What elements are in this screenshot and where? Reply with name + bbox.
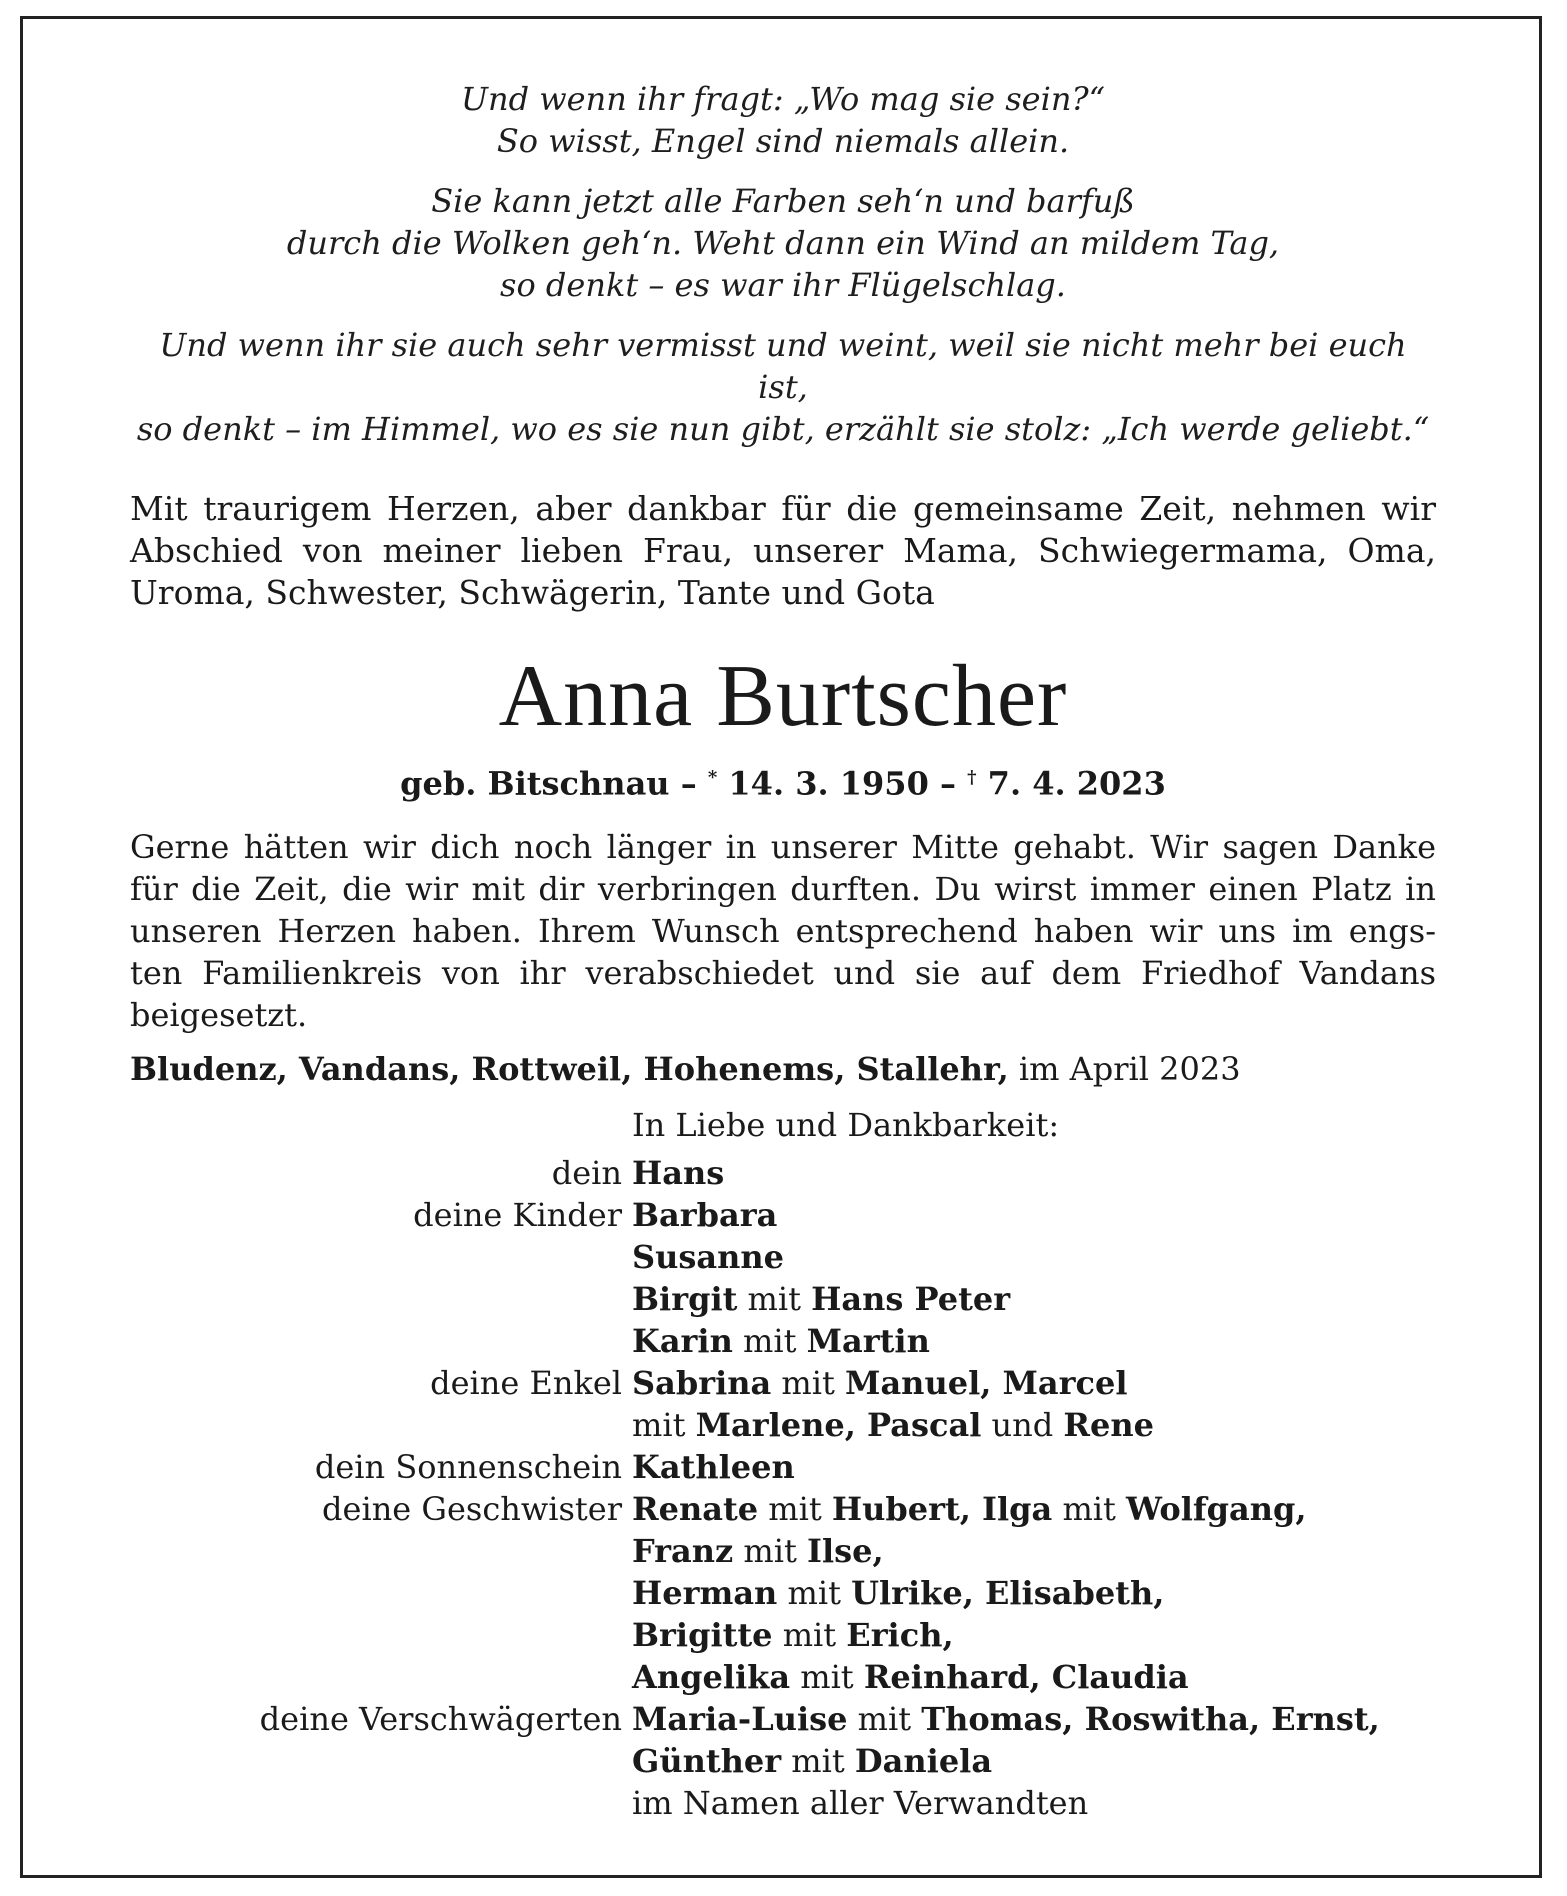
signer-name: Daniela	[854, 1741, 993, 1780]
message-line: Gerne hätten wir dich noch länger in unserer Mitte gehabt. Wir sagen Danke	[130, 827, 1436, 866]
signer-row	[130, 1614, 1436, 1656]
signer-row	[130, 1404, 1436, 1446]
birth-symbol: *	[707, 767, 718, 788]
poem-line: Und wenn ihr fragt: „Wo mag sie sein?“	[461, 80, 1105, 118]
signer-name: Barbara	[632, 1195, 778, 1234]
signer-row	[130, 1488, 1436, 1530]
signer-row	[130, 1782, 1436, 1824]
poem-line: so denkt – es war ihr Flügelschlag.	[500, 266, 1066, 304]
connector-text: mit	[771, 1363, 846, 1402]
connector-text: mit	[737, 1279, 812, 1318]
signer-name: Hans	[632, 1153, 725, 1192]
signer-name: Susanne	[632, 1237, 785, 1276]
connector-text: mit	[847, 1699, 922, 1738]
deceased-name: Anna Burtscher	[498, 648, 1068, 745]
relation-label: deine Kinder	[413, 1195, 622, 1234]
poem-line: Und wenn ihr sie auch sehr vermisst und weint, weil sie nicht mehr bei euch ist,	[159, 326, 1407, 406]
signer-name: Manuel, Marcel	[845, 1363, 1128, 1402]
signer-name: Herman	[632, 1573, 778, 1612]
signer-name: Franz	[632, 1531, 734, 1570]
signer-row	[130, 1656, 1436, 1698]
connector-text: mit	[733, 1531, 807, 1570]
relation-label	[130, 1782, 632, 1824]
signer-row	[130, 1236, 1436, 1278]
poem-stanza-2	[130, 180, 1436, 306]
signer-names	[632, 1278, 1436, 1320]
signer-names	[632, 1656, 1436, 1698]
relation-label	[130, 1656, 632, 1698]
signer-name: Ulrike, Elisabeth,	[851, 1573, 1165, 1612]
signer-names	[632, 1152, 1436, 1194]
relation-label	[130, 1404, 632, 1446]
signer-row	[130, 1152, 1436, 1194]
place-and-date	[130, 1048, 1436, 1090]
connector-text: mit	[777, 1573, 852, 1612]
signer-name: Hans Peter	[811, 1279, 1011, 1318]
relation-label	[130, 1740, 632, 1782]
death-date: 7. 4. 2023	[987, 764, 1166, 803]
notice-date: im April 2023	[1008, 1049, 1241, 1088]
relation-label	[130, 1572, 632, 1614]
signer-name: Wolfgang,	[1126, 1489, 1307, 1528]
death-symbol: †	[967, 767, 977, 788]
signer-name: Brigitte	[632, 1615, 773, 1654]
signer-row	[130, 1362, 1436, 1404]
poem-line: Sie kann jetzt alle Farben seh‘n und barfuß	[431, 182, 1135, 220]
obituary-notice	[130, 78, 1436, 1824]
signer-row	[130, 1278, 1436, 1320]
connector-text: mit	[732, 1321, 807, 1360]
intro-line: Uroma, Schwester, Schwägerin, Tante und Gota	[130, 573, 935, 612]
intro-line: Abschied von meiner lieben Frau, unserer Mama, Schwiegermama, Oma,	[130, 531, 1436, 570]
connector-text: mit	[790, 1657, 864, 1696]
signer-name: Thomas, Roswitha, Ernst,	[921, 1699, 1380, 1738]
connector-text: mit	[772, 1615, 847, 1654]
message-paragraph	[130, 826, 1436, 1036]
intro-paragraph	[130, 488, 1436, 614]
signer-names	[632, 1572, 1436, 1614]
message-line: für die Zeit, die wir mit dir verbringen durften. Du wirst immer einen Platz in	[130, 869, 1436, 908]
signer-names	[632, 1530, 1436, 1572]
signer-name: Renate	[632, 1489, 759, 1528]
signer-names	[632, 1404, 1436, 1446]
signers	[130, 1104, 1436, 1824]
signer-names	[632, 1698, 1436, 1740]
signer-row	[130, 1698, 1436, 1740]
signer-name: Karin	[632, 1321, 733, 1360]
signer-name: Kathleen	[632, 1447, 795, 1486]
signer-row	[130, 1740, 1436, 1782]
signer-name: Angelika	[632, 1657, 791, 1696]
relation-label: dein	[551, 1153, 622, 1192]
poem-line: so denkt – im Himmel, wo es sie nun gibt, erzählt sie stolz: „Ich werde geliebt.“	[136, 410, 1430, 448]
poem	[130, 78, 1436, 450]
signer-name: Ilse,	[806, 1531, 884, 1570]
connector-text: mit	[632, 1405, 696, 1444]
relation-label: dein Sonnenschein	[314, 1447, 622, 1486]
life-dates	[130, 756, 1436, 806]
connector-text: mit	[758, 1489, 832, 1528]
connector-text: mit	[1052, 1489, 1127, 1528]
signer-names	[632, 1740, 1436, 1782]
signers-heading: In Liebe und Dankbarkeit:	[632, 1105, 1060, 1144]
relation-label	[130, 1320, 632, 1362]
signer-names	[632, 1362, 1436, 1404]
signer-name: Erich,	[846, 1615, 954, 1654]
signer-row	[130, 1572, 1436, 1614]
message-line: ten Familienkreis von ihr verabschiedet und sie auf dem Friedhof Vandans	[130, 953, 1436, 992]
signer-names	[632, 1782, 1436, 1824]
signer-name: Birgit	[632, 1279, 738, 1318]
birth-date: 14. 3. 1950 –	[728, 764, 956, 803]
signer-name: Maria-Luise	[632, 1699, 848, 1738]
poem-line: So wisst, Engel sind niemals allein.	[496, 122, 1070, 160]
signer-name: Marlene, Pascal	[695, 1405, 982, 1444]
connector-text: mit	[781, 1741, 855, 1780]
relation-label: deine Enkel	[430, 1363, 622, 1402]
signer-row	[130, 1320, 1436, 1362]
signer-names	[632, 1488, 1436, 1530]
poem-stanza-3	[130, 324, 1436, 450]
signer-name: Günther	[632, 1741, 782, 1780]
signer-row	[130, 1194, 1436, 1236]
signer-names	[632, 1194, 1436, 1236]
relation-label	[130, 1236, 632, 1278]
signer-name: Martin	[806, 1321, 930, 1360]
relation-label	[130, 1278, 632, 1320]
signer-names	[632, 1614, 1436, 1656]
message-line: beigesetzt.	[130, 995, 308, 1034]
signer-names	[632, 1320, 1436, 1362]
maiden-name: geb. Bitschnau –	[400, 764, 697, 803]
relation-label: deine Verschwägerten	[259, 1699, 622, 1738]
signer-name: Hubert, Ilga	[831, 1489, 1053, 1528]
relation-label	[130, 1530, 632, 1572]
connector-text: im Namen aller Verwandten	[632, 1783, 1089, 1822]
message-line: unseren Herzen haben. Ihrem Wunsch entsprechend haben wir uns im engs-	[130, 911, 1436, 950]
intro-line: Mit traurigem Herzen, aber dankbar für die gemeinsame Zeit, nehmen wir	[130, 489, 1436, 528]
poem-stanza-1	[130, 78, 1436, 162]
relation-label	[130, 1614, 632, 1656]
signer-names	[632, 1446, 1436, 1488]
towns: Bludenz, Vandans, Rottweil, Hohenems, Stallehr,	[130, 1049, 1009, 1088]
signer-names	[632, 1236, 1436, 1278]
signer-name: Reinhard, Claudia	[863, 1657, 1189, 1696]
signer-name: Rene	[1063, 1405, 1154, 1444]
signer-name: Sabrina	[632, 1363, 772, 1402]
signer-row	[130, 1446, 1436, 1488]
signer-row	[130, 1530, 1436, 1572]
poem-line: durch die Wolken geh‘n. Weht dann ein Wind an mildem Tag,	[286, 224, 1280, 262]
connector-text: und	[981, 1405, 1064, 1444]
signer-rows	[130, 1152, 1436, 1824]
relation-label: deine Geschwister	[322, 1489, 622, 1528]
